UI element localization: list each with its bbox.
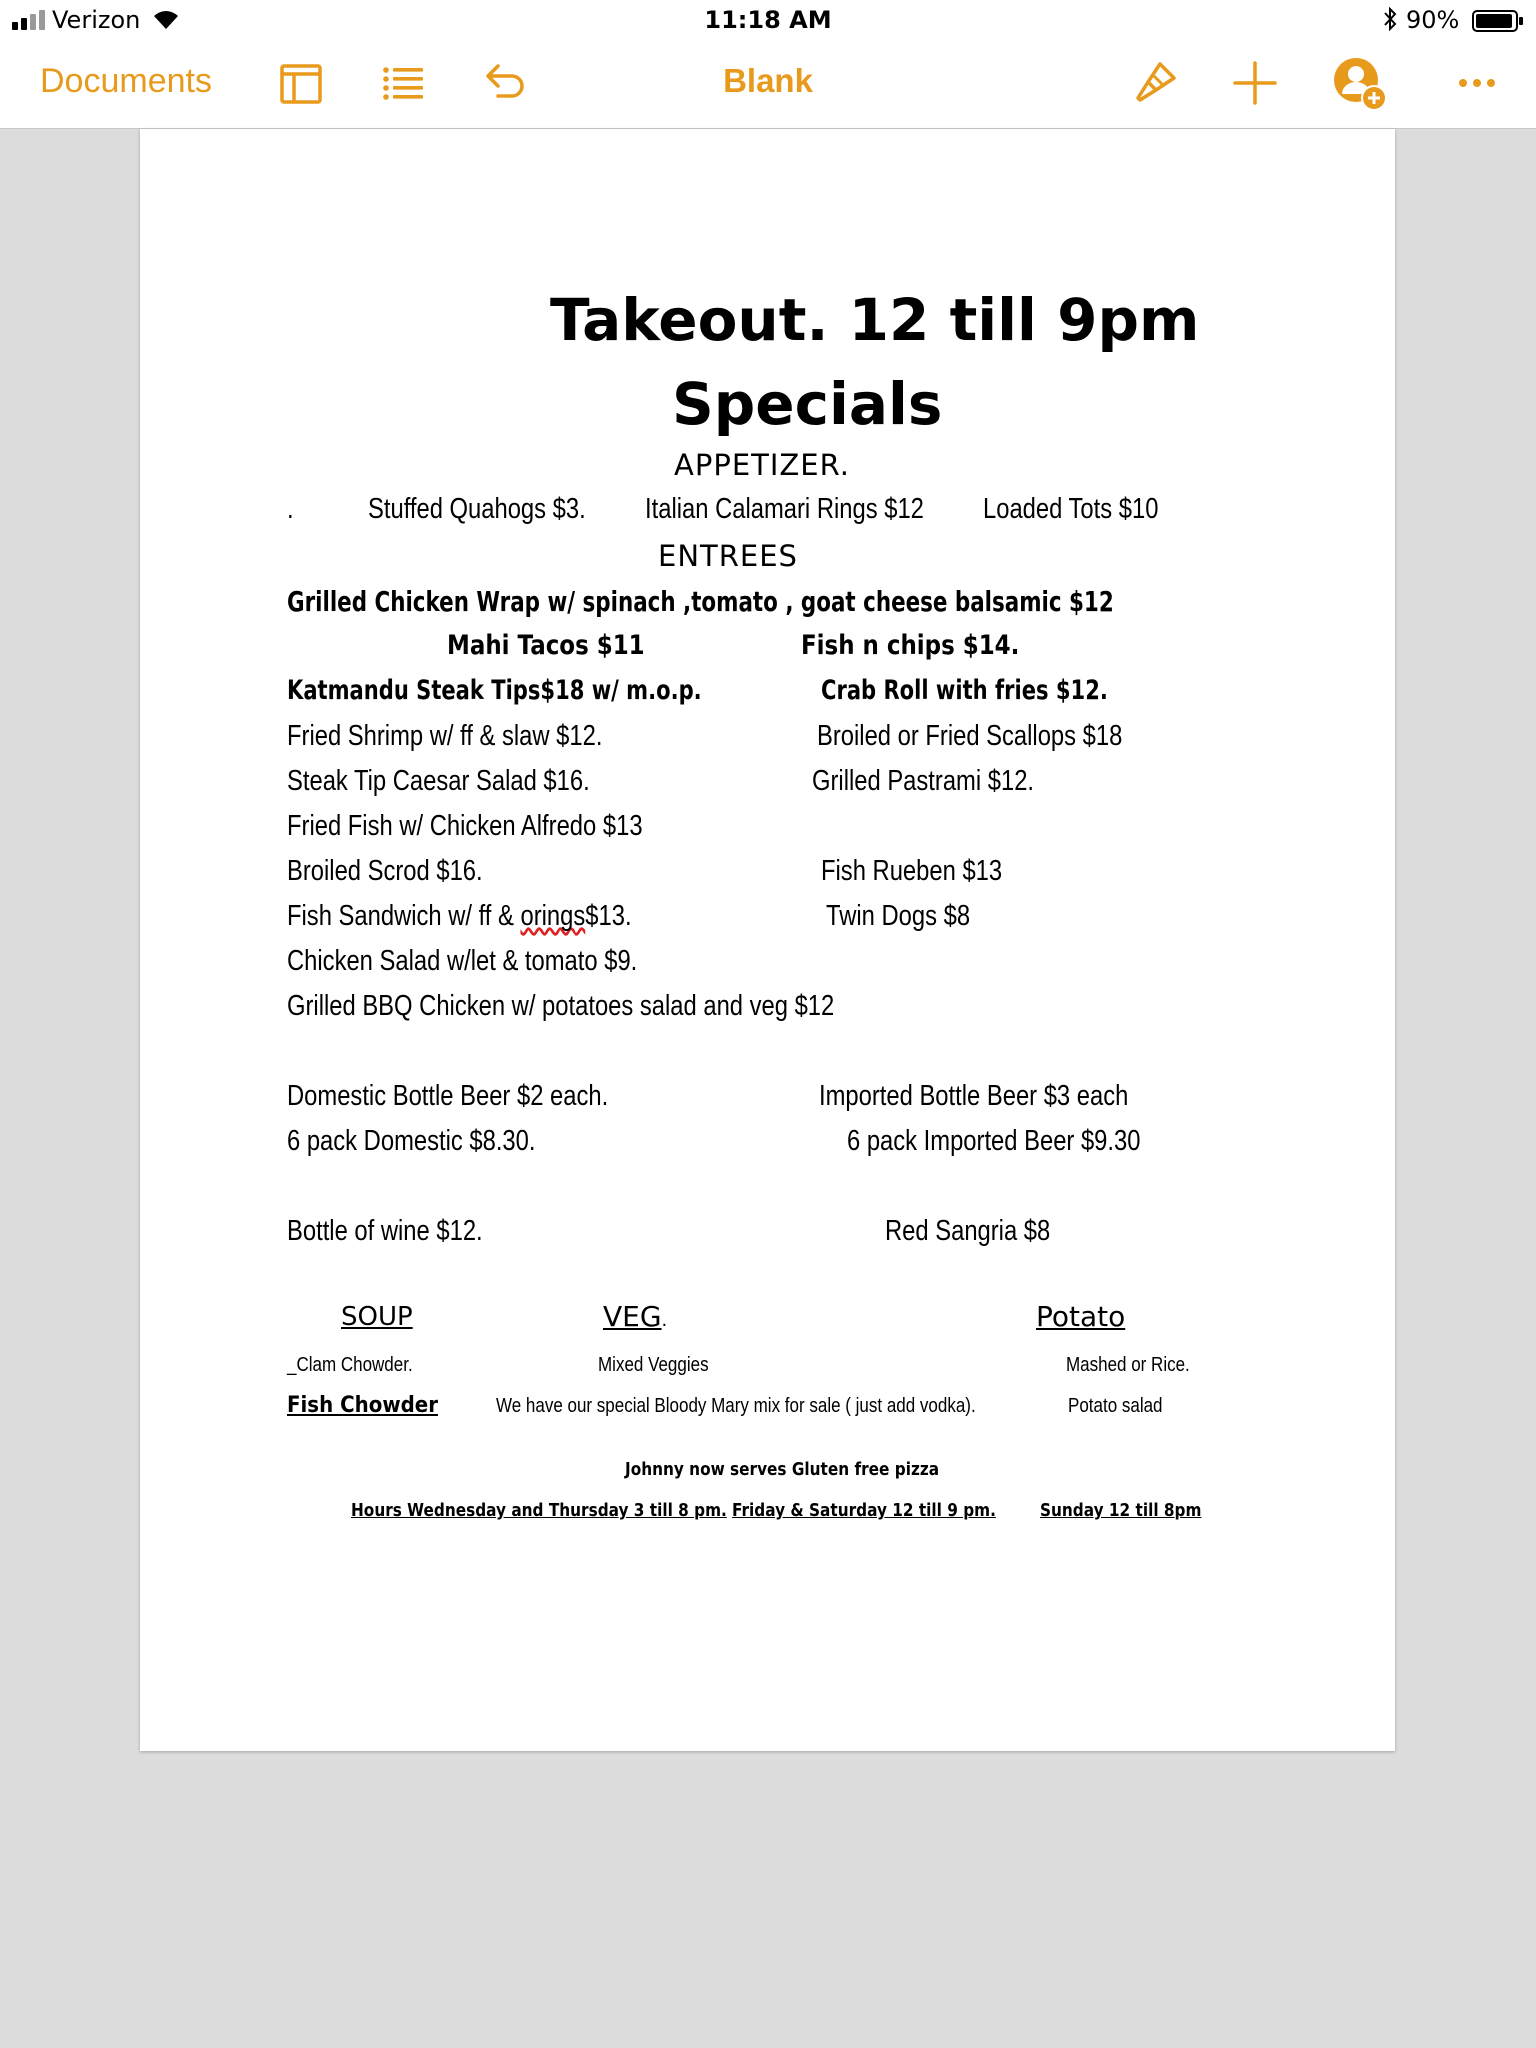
format-brush-icon[interactable] [1130, 58, 1180, 108]
entree-item: Fried Fish w/ Chicken Alfredo $13 [287, 810, 643, 842]
appetizer-heading: APPETIZER. [674, 448, 850, 482]
hours-line: Friday & Saturday 12 till 9 pm. [732, 1500, 996, 1521]
toolbar [0, 40, 1536, 129]
carrier-name: Verizon [52, 6, 141, 34]
entree-item: Fish n chips $14. [801, 630, 1020, 661]
bluetooth-icon [1382, 6, 1398, 32]
drink-item: Red Sangria $8 [885, 1215, 1051, 1247]
clock: 11:18 AM [704, 6, 832, 34]
veg-heading-dot: . [661, 1310, 668, 1331]
battery-percent: 90% [1406, 6, 1460, 34]
drink-item: Imported Bottle Beer $3 each [819, 1080, 1129, 1112]
appetizer-dot: . [287, 493, 294, 525]
entree-item: Katmandu Steak Tips$18 w/ m.o.p. [287, 675, 702, 706]
list-icon[interactable] [378, 58, 428, 108]
side-item: Fish Chowder [287, 1393, 438, 1418]
entree-item-price: $13. [585, 900, 632, 932]
undo-icon[interactable] [480, 58, 530, 108]
spellcheck-word[interactable]: orings [520, 900, 586, 932]
add-icon[interactable] [1230, 58, 1280, 108]
gluten-free-note: Johnny now serves Gluten free pizza [625, 1459, 940, 1480]
entree-item: Grilled BBQ Chicken w/ potatoes salad and veg $12 [287, 990, 835, 1022]
appetizer-item: Italian Calamari Rings $12 [645, 493, 924, 525]
drink-item: Bottle of wine $12. [287, 1215, 483, 1247]
side-item: _Clam Chowder. [287, 1354, 413, 1376]
collaborate-icon[interactable] [1330, 54, 1390, 114]
entree-item-text: Fish Sandwich w/ ff & [287, 900, 521, 932]
entree-item: Mahi Tacos $11 [447, 630, 645, 661]
side-item: Potato salad [1068, 1395, 1163, 1417]
side-item: Mixed Veggies [598, 1354, 709, 1376]
hours-line: Sunday 12 till 8pm [1040, 1500, 1202, 1521]
hours-line: Hours Wednesday and Thursday 3 till 8 pm. [351, 1500, 727, 1521]
side-item: We have our special Bloody Mary mix for sale ( just add vodka). [496, 1395, 976, 1417]
potato-heading: Potato [1036, 1300, 1126, 1333]
view-icon[interactable] [276, 58, 326, 108]
drink-item: Domestic Bottle Beer $2 each. [287, 1080, 609, 1112]
appetizer-item: Loaded Tots $10 [983, 493, 1159, 525]
entree-item: Grilled Chicken Wrap w/ spinach ,tomato , goat cheese balsamic $12 [287, 585, 1114, 618]
document-page[interactable] [140, 129, 1395, 1751]
entree-item: Broiled Scrod $16. [287, 855, 483, 887]
entree-item: Fried Shrimp w/ ff & slaw $12. [287, 720, 603, 752]
appetizer-item: Stuffed Quahogs $3. [368, 493, 586, 525]
menu-subtitle: Specials [672, 370, 943, 438]
side-item: Mashed or Rice. [1066, 1354, 1190, 1376]
entrees-heading: ENTREES [658, 539, 798, 573]
menu-title: Takeout. 12 till 9pm [550, 286, 1200, 354]
entree-item: Chicken Salad w/let & tomato $9. [287, 945, 638, 977]
status-bar [0, 0, 1536, 40]
entree-item: Crab Roll with fries $12. [821, 675, 1108, 706]
document-title-text[interactable]: Blank [723, 62, 813, 99]
document-title [0, 62, 1536, 100]
drink-item: 6 pack Imported Beer $9.30 [847, 1125, 1141, 1157]
entree-item: Steak Tip Caesar Salad $16. [287, 765, 590, 797]
entree-item: Grilled Pastrami $12. [812, 765, 1035, 797]
entree-item [287, 900, 632, 933]
veg-heading-text: VEG [603, 1300, 662, 1333]
more-icon[interactable] [1452, 58, 1502, 108]
entree-item: Broiled or Fried Scallops $18 [817, 720, 1123, 752]
entree-item: Twin Dogs $8 [826, 900, 971, 932]
documents-button[interactable]: Documents [40, 62, 212, 100]
soup-heading: SOUP [341, 1302, 413, 1332]
veg-heading [603, 1300, 667, 1333]
drink-item: 6 pack Domestic $8.30. [287, 1125, 536, 1157]
battery-icon [1472, 10, 1524, 32]
entree-item: Fish Rueben $13 [821, 855, 1003, 887]
